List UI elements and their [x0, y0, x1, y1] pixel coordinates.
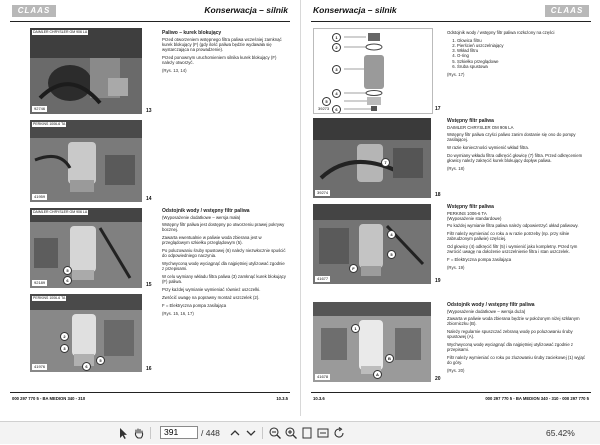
paragraph: F = Elektryczna pompa zasilająca	[162, 302, 227, 308]
callout-marker: 6	[82, 362, 91, 371]
rotate-icon[interactable]	[332, 426, 346, 440]
paragraph: Zawarta ewentualnie w paliwie woda zbierana jest w przeglądowym szkiełku przeglądowym (5).	[162, 235, 262, 246]
paragraph: W celu wymiany wkładu filtra paliwa (3) zamknąć kurek blokujący (F) paliwa.	[162, 274, 286, 285]
figure-photo-13	[30, 28, 142, 114]
total-pages-label: / 448	[201, 428, 220, 438]
paragraph: Filtr należy wymieniać co roku a w razie potrzeby (np. przy silnie zabrudzonym paliwie) częściej.	[447, 231, 570, 242]
document-page-right	[300, 0, 600, 416]
section-heading: Paliwo – kurek blokujący	[162, 30, 222, 36]
page-header-title: Konserwacja – silnik	[204, 5, 288, 15]
paragraph: Przy każdej wymianie wymieniać również uszczelki.	[162, 287, 261, 293]
figure-reference: (Rys. 13, 14)	[162, 68, 187, 74]
callout-marker: 4	[387, 230, 396, 239]
section-subheading: (Wyposażenie dodatkowe – wersja mała)	[162, 215, 241, 220]
paragraph: Zawarta w paliwie woda zbierana będzie w położonym niżej szklanym zbiorniczku (B).	[447, 316, 580, 327]
figure-reference: (Rys. 19)	[447, 265, 465, 270]
footer-doc-code: 000 297 770 5 - BA MEDION 340 - 310	[12, 396, 86, 401]
photo-id: 41976	[34, 364, 46, 369]
figure-diagram-17	[313, 28, 433, 114]
zoom-in-icon[interactable]	[284, 426, 298, 440]
cursor-icon[interactable]	[116, 426, 130, 440]
parts-list	[447, 38, 589, 69]
callout-marker: 4	[332, 89, 341, 98]
paragraph: Wychwyconą wodę wyciągnąć dla najpiętniej utylizować zgodnie z przepisami.	[447, 342, 574, 353]
photo-id: 92189	[34, 280, 46, 285]
page-header-title: Konserwacja – silnik	[313, 5, 397, 15]
paragraph: Filtr należy wymieniać co roku po zluzowaniu śruby zaciekowej (1) wyjąć do góry.	[447, 355, 586, 366]
figure-reference: (Rys. 17)	[447, 72, 465, 78]
page-number-input[interactable]	[160, 426, 198, 439]
footer-doc-code: 000 297 770 5 - BA MEDION 340 - 310 - 000 297 770 5	[485, 396, 589, 401]
photo-id: 41959	[34, 194, 46, 199]
section-heading: Odstojnik wody / wstępny filtr paliwa	[447, 302, 535, 308]
claas-logo: CLAAS	[12, 5, 56, 17]
paragraph: Wstępny filtr paliwa czyści paliwo zanim dostanie się ono do pompy zasilającej.	[447, 132, 576, 143]
text-block-fuel-prefilter-perkins	[447, 204, 589, 273]
section-subheading: DAIMLER CHRYSLER OM 906 LA	[447, 125, 514, 130]
callout-marker: 5	[96, 356, 105, 365]
pdf-viewer-toolbar	[0, 421, 600, 444]
list-item: 2. Pierścień uszczelniający	[457, 43, 589, 48]
paragraph: W razie konieczności wymienić wkład filtra.	[447, 145, 529, 151]
callout-marker: 2	[60, 332, 69, 341]
figure-number: 15	[146, 282, 152, 288]
fit-page-icon[interactable]	[300, 426, 314, 440]
list-item: 3. Wkład filtru	[457, 48, 589, 53]
toolbar-separator	[150, 427, 151, 439]
fit-width-icon[interactable]	[316, 426, 330, 440]
figure-photo-19	[313, 204, 431, 284]
paragraph: Wychwyconą wodę wyciągnąć dla najpiętniej utylizować zgodnie z przepisami.	[162, 261, 285, 272]
engine-photo-image	[313, 204, 431, 284]
list-item: 6. Śruba spustowa	[457, 64, 589, 69]
paragraph: Przed otworzeniem wstępnego filtra paliwa wcześniej zamknąć kurek blokujący (F) (gdy ilość paliwa będzie wydawała się wystarczająca na prowadzenie).	[162, 37, 282, 53]
photo-id: 92746	[34, 106, 46, 111]
callout-marker: 5	[63, 266, 72, 275]
figure-photo-18	[313, 118, 431, 198]
engine-photo-image	[30, 28, 142, 114]
page-header	[0, 0, 300, 25]
text-block-water-separator-large	[447, 302, 589, 376]
section-heading: Wstępny filtr paliwa	[447, 118, 494, 124]
footer-rule	[10, 392, 290, 393]
callout-marker: 6	[63, 276, 72, 285]
callout-marker: B	[385, 354, 394, 363]
figure-number: 19	[435, 278, 441, 284]
paragraph: Po poluzowaniu śruby spustowej (6) należy niezwłocznie spuścić do odpowiedniego naczynia.	[162, 248, 286, 259]
list-item: 4. O-ring	[457, 53, 589, 58]
photo-caption-label: PERKINS 1006-6 TA	[33, 296, 66, 300]
list-item: 5. Szkiełko przeglądowe	[457, 59, 589, 64]
callout-marker: F	[349, 264, 358, 273]
photo-id: 41678	[317, 374, 329, 379]
figure-reference: (Rys. 15, 16, 17)	[162, 310, 194, 316]
callout-marker: 3	[332, 65, 341, 74]
paragraph: Zwrócić uwagę na poprawny montaż uszczelek (2).	[162, 295, 260, 300]
callout-marker: 1	[351, 324, 360, 333]
photo-caption-label: DAIMLER CHRYSLER OM 906 LA	[33, 210, 88, 214]
section-subheading: (Wyposażenie standardowe)	[447, 216, 502, 222]
callout-marker: 7	[381, 158, 390, 167]
callout-marker: 5	[322, 97, 331, 106]
engine-photo-image	[30, 294, 142, 372]
photo-id: 39273	[318, 106, 330, 111]
photo-caption-label: PERKINS 1006-6 TA	[33, 122, 66, 126]
callout-marker: A	[373, 370, 382, 379]
photo-id: 39274	[317, 190, 329, 195]
figure-number: 20	[435, 376, 441, 382]
paragraph: Wstępny filtr paliwa jest dostępny po otworzeniu prawej pokrywy bocznej.	[162, 222, 285, 233]
paragraph: Należy regularnie spuszczać zebraną wodę po poluzowaniu śruby spustowej (A).	[447, 329, 573, 340]
page-header	[301, 0, 600, 25]
header-rule	[10, 21, 290, 22]
hand-icon[interactable]	[132, 426, 146, 440]
figure-reference: (Rys. 20)	[447, 368, 465, 374]
list-item: 1. Głowica filtru	[457, 38, 589, 43]
paragraph: Odstojnik wody / wstępny filtr paliwa rozłożony na części	[447, 30, 555, 35]
photo-caption-label: DAIMLER CHRYSLER OM 906 LA	[33, 30, 88, 34]
figure-number: 16	[146, 366, 152, 372]
callout-marker: 2	[332, 43, 341, 52]
footer-page-number: 10.3.6	[313, 396, 325, 401]
up-icon[interactable]	[228, 426, 242, 440]
figure-photo-20	[313, 302, 431, 382]
callout-marker: 6	[332, 105, 341, 114]
figure-number: 17	[435, 106, 441, 112]
callout-marker: 5	[387, 250, 396, 259]
footer-rule	[311, 392, 591, 393]
paragraph: Przed ponownym uruchomieniem silnika kurek blokujący (F) należy otworzyć.	[162, 55, 277, 66]
engine-photo-image	[30, 208, 142, 288]
figure-number: 14	[146, 196, 152, 202]
section-heading: Odstojnik wody / wstępny filtr paliwa	[162, 208, 250, 214]
engine-photo-image	[30, 120, 142, 202]
engine-photo-image	[313, 302, 431, 382]
figure-photo-14	[30, 120, 142, 202]
photo-id: 41677	[317, 276, 329, 281]
callout-marker: 1	[332, 33, 341, 42]
engine-photo-image	[313, 118, 431, 198]
paragraph: Od głowicy (4) odkręcić filtr (5) i wymienić jako kompletny. Przed tym zwrócić uwagę na dołożenie uszczelnienie filtra i stan uszczelek.	[447, 244, 578, 255]
figure-number: 13	[146, 108, 152, 114]
section-subheading: PERKINS 1006-6 TA	[447, 211, 487, 216]
figure-reference: (Rys. 18)	[447, 166, 465, 171]
zoom-level-label[interactable]: 65.42%	[546, 428, 575, 438]
claas-logo: CLAAS	[545, 5, 589, 17]
toolbar-separator	[262, 427, 263, 439]
callout-marker: 3	[60, 344, 69, 353]
paragraph: Po każdej wymianie filtra paliwa należy odpowietrzyć układ paliwowy.	[447, 223, 579, 229]
footer-page-number: 10.3.5	[276, 396, 288, 401]
text-block-exploded-parts	[447, 30, 589, 80]
section-heading: Wstępny filtr paliwa	[447, 204, 494, 210]
zoom-out-icon[interactable]	[268, 426, 282, 440]
paragraph: Do wymiany wkładu filtra odkręcić głowicę (7) filtra. Przed odkręceniem głowicy należy zakręcić kurek blokujący dopływ paliwa.	[447, 153, 583, 164]
header-rule	[311, 21, 591, 22]
document-page-left	[0, 0, 300, 416]
text-block-fuel-valve	[162, 30, 286, 76]
figure-number: 18	[435, 192, 441, 198]
text-block-fuel-prefilter-om906	[447, 118, 589, 174]
down-icon[interactable]	[244, 426, 258, 440]
paragraph: F = Elektryczna pompa zasilająca	[447, 257, 512, 263]
section-subheading: (Wyposażenie dodatkowe – wersja duża)	[447, 309, 526, 314]
text-block-water-separator	[162, 208, 286, 318]
figure-photo-16	[30, 294, 142, 372]
figure-photo-15	[30, 208, 142, 288]
